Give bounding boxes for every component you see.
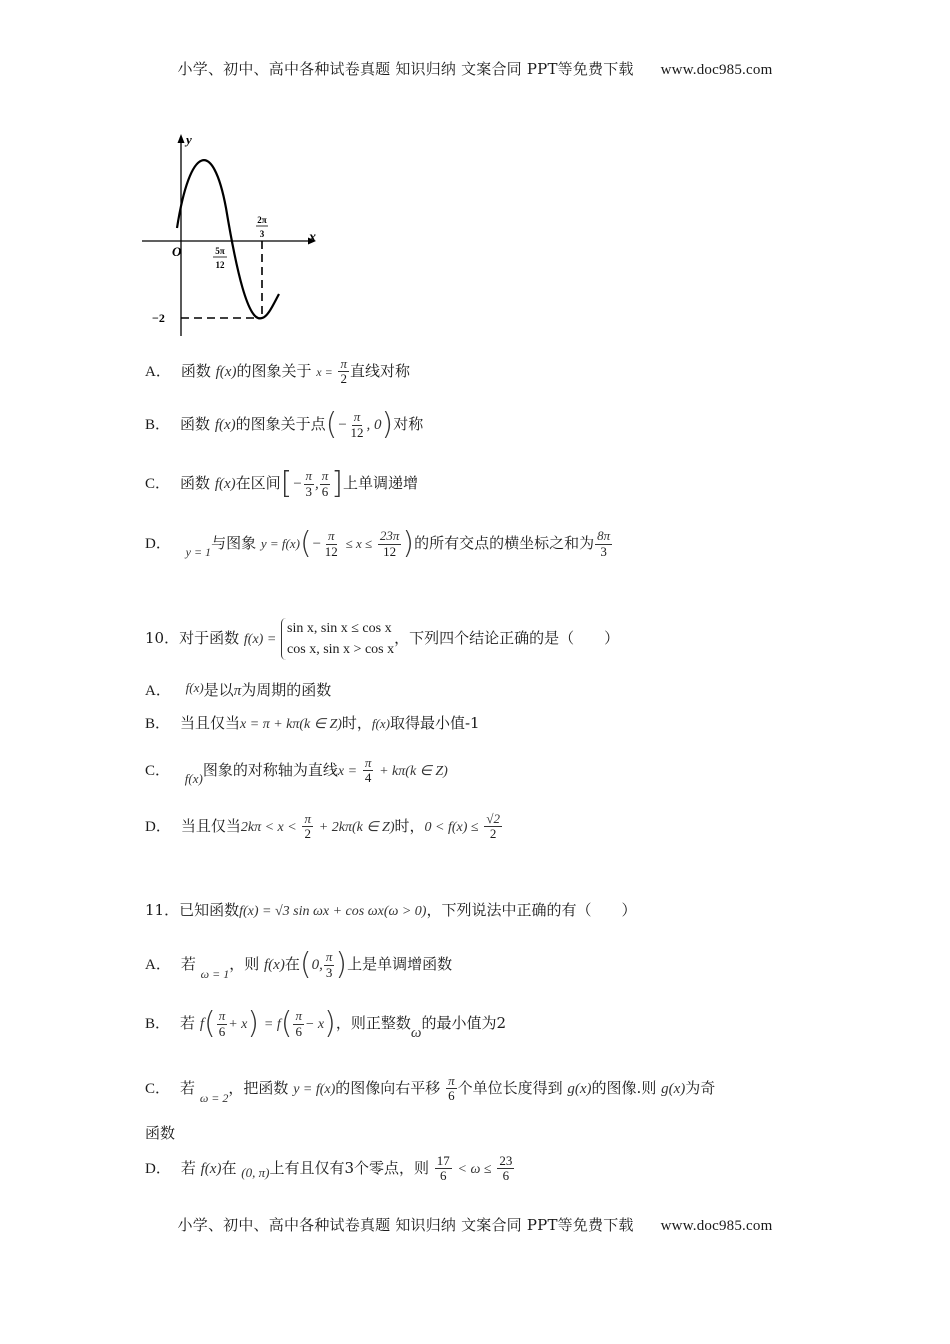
y-min-label: −2 [152,311,165,325]
minus: − [311,536,322,552]
text: 上有且仅有3个零点，则 [269,1158,429,1177]
math-fx: f(x) = [243,632,277,647]
fraction [323,529,340,559]
sine-curve [177,160,279,318]
option-letter: A． [145,363,171,380]
question-number: 10． [145,629,180,647]
text: 的图象关于 [236,361,312,380]
math-fx: f(x) [215,363,237,380]
q9-option-c[interactable] [145,466,419,501]
numerator: π [364,755,372,770]
q10-option-a[interactable] [145,681,331,699]
text: 在区间 [235,474,281,492]
text: ，把函数 [228,1078,289,1097]
question-number: 11． [145,901,180,919]
math-p1: + x [228,1017,248,1032]
math-open: 0, [311,957,323,973]
fraction [338,357,349,387]
q11-option-d[interactable] [145,1154,515,1184]
fraction [497,1154,514,1184]
tick-5pi12-num: 5π [215,246,225,256]
numerator: π [325,949,333,965]
y-axis-arrow [178,134,185,143]
math-pi: π [233,683,242,699]
text: 对于函数 [179,629,240,647]
fraction [217,1009,228,1039]
fraction [484,812,502,842]
denominator: 12 [350,424,364,440]
fraction [320,469,331,499]
math-eq: x = [316,364,333,379]
text: ，则正整数 [335,1014,411,1032]
numerator: π [305,468,313,484]
text: 已知函数 [179,901,240,919]
math-fx: f(x) [264,957,285,973]
text: 与图象 [211,534,257,552]
text: 个单位长度得到 [457,1078,563,1097]
math-tail: , 0 [366,417,382,433]
text: 函数 [180,415,211,433]
paren-close: ) [402,526,415,561]
numerator: π [321,468,329,484]
numerator: 23π [379,528,400,544]
denominator: 2 [489,826,497,842]
math-eq2: + 2kπ(k ∈ Z) [318,819,395,835]
denominator: 12 [324,543,338,559]
numerator: π [304,811,311,826]
option-letter: C． [145,1080,171,1097]
denominator: 6 [295,1023,302,1039]
text: 函数 [180,361,211,380]
text: 为奇 [685,1078,716,1097]
q10-option-d[interactable] [145,812,503,842]
denominator: 6 [218,1023,226,1039]
text: 当且仅当 [180,714,241,732]
fraction [324,950,335,980]
math-eq: x = [337,763,358,779]
math-fx: f(x) [184,770,203,786]
paren-close: ) [247,1006,260,1041]
text: 的图像.则 [591,1078,657,1097]
minus: − [337,417,348,433]
option-letter: D． [145,1160,171,1177]
fraction [446,1074,457,1104]
option-letter: C． [145,762,171,779]
numerator: π [218,1008,226,1024]
math-eqs: = f [263,1017,281,1032]
math-w: ω = 1 [200,967,230,981]
denominator: 4 [364,770,372,786]
page-footer [0,1214,950,1235]
denominator: 6 [448,1088,455,1104]
tick-5pi12-den: 12 [215,260,225,270]
paren-close: ) [335,947,348,982]
math-p2: − x [304,1017,325,1032]
math-fx: f(x) [200,1160,222,1177]
math-gx: g(x) [661,1080,686,1097]
math-eq: f(x) = √3 sin ωx + cos ωx(ω > 0) [239,904,427,919]
math-eq1: 2kπ < x < [240,819,297,835]
fraction [302,812,313,842]
math-eq3: 0 < f(x) ≤ [424,819,479,835]
math-fx: f(x) [214,417,236,433]
q11-stem [145,903,636,919]
bracket-close: ] [331,466,343,501]
option-letter: D． [145,818,171,835]
math-fx: f(x) [371,716,390,731]
math-interval: (0, π) [241,1164,270,1180]
q10-stem [145,618,619,660]
math-fx: y = f(x) [260,536,300,551]
numerator: π [328,528,335,544]
option-letter: C． [145,476,171,492]
piecewise-cases [281,618,394,660]
math-f: f [199,1016,204,1032]
math-w: ω = 2 [199,1090,229,1105]
math-y1: y = 1 [185,545,212,559]
fraction [304,469,315,499]
option-letter: B． [145,716,171,732]
denominator: 2 [304,826,311,842]
tick-2pi3-den: 3 [259,229,265,239]
numerator: 17 [436,1153,450,1168]
text: 若 [180,1158,196,1177]
text: 的最小值为2 [421,1014,507,1032]
text: 函数 [180,474,211,492]
page-header [0,58,950,79]
text: 对称 [393,415,424,433]
bracket-open: [ [280,466,293,501]
text: ，则 [229,955,260,973]
q10-option-b[interactable] [145,716,480,732]
footer-url[interactable]: www.doc985.com [660,1218,773,1234]
paren-close: ) [324,1006,336,1041]
minus: − [292,476,303,492]
footer-text: 小学、初中、高中各种试卷真题 知识归纳 文案合同 PPT等免费下载 [177,1216,634,1234]
numerator: 23 [499,1153,513,1168]
denominator: 6 [321,483,329,499]
function-graph [138,128,328,343]
q9-option-a[interactable] [145,357,410,387]
q11-option-a[interactable] [145,947,453,982]
q10-option-c[interactable] [145,756,448,786]
text: 若 [180,1014,196,1032]
q11-option-b[interactable] [145,1006,507,1041]
text: 若 [180,1078,196,1097]
math-fx: y = f(x) [293,1081,336,1097]
case-1: sin x, sin x ≤ cos x [287,621,392,636]
origin-label: O [172,244,182,259]
math-mid: < ω ≤ [457,1161,492,1177]
paren-open: ( [280,1006,293,1041]
tick-2pi3-num: 2π [257,215,267,225]
math-mid: ≤ x ≤ [345,536,373,551]
denominator: 6 [440,1168,447,1184]
denominator: 3 [600,543,607,559]
numerator: π [340,356,347,371]
text: 的图象关于点 [235,415,326,433]
text: 是以 [203,681,234,699]
numerator: π [353,409,361,425]
fraction [293,1009,304,1039]
fraction [378,529,402,559]
text: 为周期的函数 [241,681,332,699]
header-text: 小学、初中、高中各种试卷真题 知识归纳 文案合同 PPT等免费下载 [177,60,634,78]
paren-open: ( [299,526,312,561]
q9-option-d[interactable] [145,526,613,561]
q9-option-b[interactable] [145,407,424,442]
header-url[interactable]: www.doc985.com [660,62,773,78]
math-tail: + kπ(k ∈ Z) [379,763,448,779]
text: 上是单调增函数 [347,955,453,973]
x-axis-label: x [309,230,316,245]
fraction [435,1154,452,1184]
case-2: cos x, sin x > cos x [287,642,395,657]
numerator: π [448,1073,455,1088]
text: 的图像向右平移 [335,1078,441,1097]
text: ，下列说法中正确的有（ ） [426,901,637,919]
text: 在 [284,955,300,973]
math-w: ω [410,1025,422,1041]
y-axis-label: y [186,132,192,147]
math-fx: f(x) [214,476,236,492]
paren-open: ( [325,407,338,442]
numerator: √2 [486,811,500,826]
option-letter: A． [145,683,171,699]
option-letter: D． [145,536,171,552]
text: ，下列四个结论正确的是（ ） [394,629,620,647]
piecewise-brace [281,618,394,660]
paren-open: ( [299,947,312,982]
option-letter: B． [145,417,171,433]
text: 图象的对称轴为直线 [202,760,338,779]
denominator: 3 [305,483,312,499]
fraction [363,756,374,786]
math-eq: x = π + kπ(k ∈ Z) [240,717,342,732]
math-fx: f(x) [185,680,204,695]
fraction [595,529,612,559]
denominator: 3 [325,964,333,980]
q11-option-c[interactable] [145,1074,715,1104]
text: 直线对称 [350,361,411,380]
fraction [349,410,366,440]
text: 若 [180,955,196,973]
math-gx: g(x) [567,1080,592,1097]
denominator: 2 [340,371,347,387]
text: 上单调递增 [343,474,419,492]
paren-open: ( [203,1006,216,1041]
paren-close: ) [381,407,394,442]
comma: , [315,476,319,492]
text: 时， [394,816,425,835]
denominator: 12 [383,543,397,559]
text: 的所有交点的横坐标之和为 [414,534,595,552]
option-letter: A． [145,957,171,973]
q11-option-c-continued: 函数 [145,1124,176,1142]
text: 时， [341,714,372,732]
numerator: π [295,1008,302,1024]
numerator: 8π [597,528,611,544]
text: 在 [221,1158,237,1177]
denominator: 6 [502,1168,510,1184]
text: 当且仅当 [180,816,241,835]
text: 取得最小值-1 [389,714,480,732]
option-letter: B． [145,1016,171,1032]
